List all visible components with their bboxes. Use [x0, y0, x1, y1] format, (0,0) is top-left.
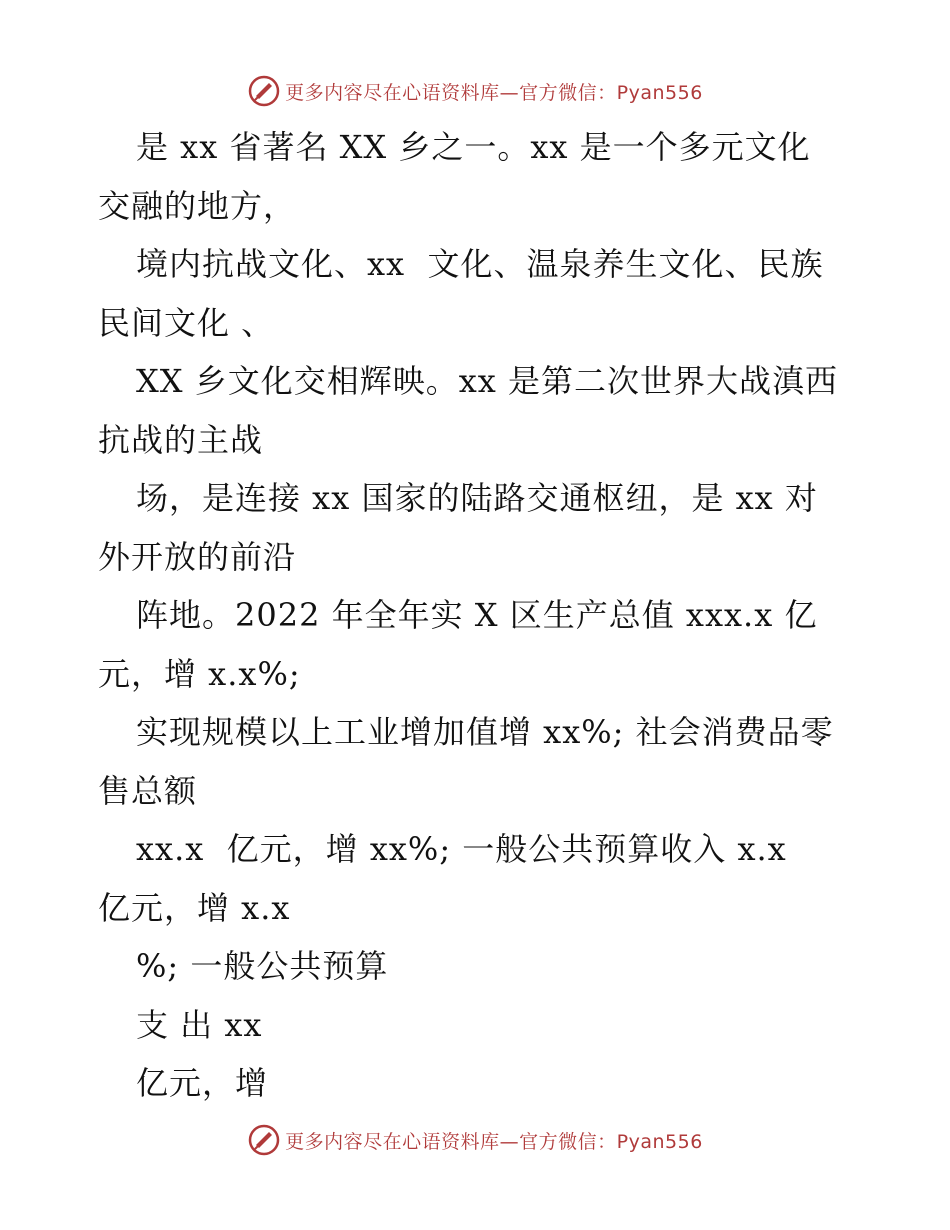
paragraph-7-line-1: xx.x 亿元，增 xx%; 一般公共预算收入 x.x	[136, 830, 787, 868]
paragraph-4-line-1: 场，是连接 xx 国家的陆路交通枢纽，是 xx 对	[136, 479, 818, 517]
paragraph-3-line-2: 抗战的主战	[98, 420, 264, 459]
paragraph-6-line-1: 实现规模以上工业增加值增 xx%; 社会消费品零	[136, 713, 834, 751]
paragraph-5-line-1: 阵地。2022 年全年实 X 区生产总值 xxx.x 亿	[136, 596, 818, 634]
paragraph-1-line-2: 交融的地方，	[98, 186, 297, 225]
book-quill-logo-icon	[247, 74, 281, 108]
header-watermark	[0, 71, 950, 111]
paragraph-7-line-2: 亿元，增 x.x	[98, 888, 291, 927]
paragraph-10-line-1: 亿元，增	[136, 1064, 269, 1102]
paragraph-2-line-2: 民间文化 、	[98, 303, 275, 342]
footer-watermark	[0, 1120, 950, 1160]
paragraph-5-line-2: 元，增 x.x%;	[98, 654, 301, 693]
paragraph-1-line-1: 是 xx 省著名 XX 乡之一。xx 是一个多元文化	[136, 128, 811, 166]
watermark-text: 更多内容尽在心语资料库—官方微信：Pyan556	[285, 1130, 703, 1153]
watermark-text: 更多内容尽在心语资料库—官方微信：Pyan556	[285, 81, 703, 104]
paragraph-9-line-1: 支 出 xx	[136, 1005, 263, 1044]
paragraph-6-line-2: 售总额	[98, 771, 198, 810]
document-body	[98, 118, 858, 1113]
paragraph-8-line-1: %; 一般公共预算	[136, 947, 389, 985]
paragraph-4-line-2: 外开放的前沿	[98, 537, 297, 576]
book-quill-logo-icon	[247, 1123, 281, 1157]
paragraph-2-line-1: 境内抗战文化、xx 文化、温泉养生文化、民族	[136, 245, 824, 283]
paragraph-3-line-1: XX 乡文化交相辉映。xx 是第二次世界大战滇西	[136, 362, 839, 400]
